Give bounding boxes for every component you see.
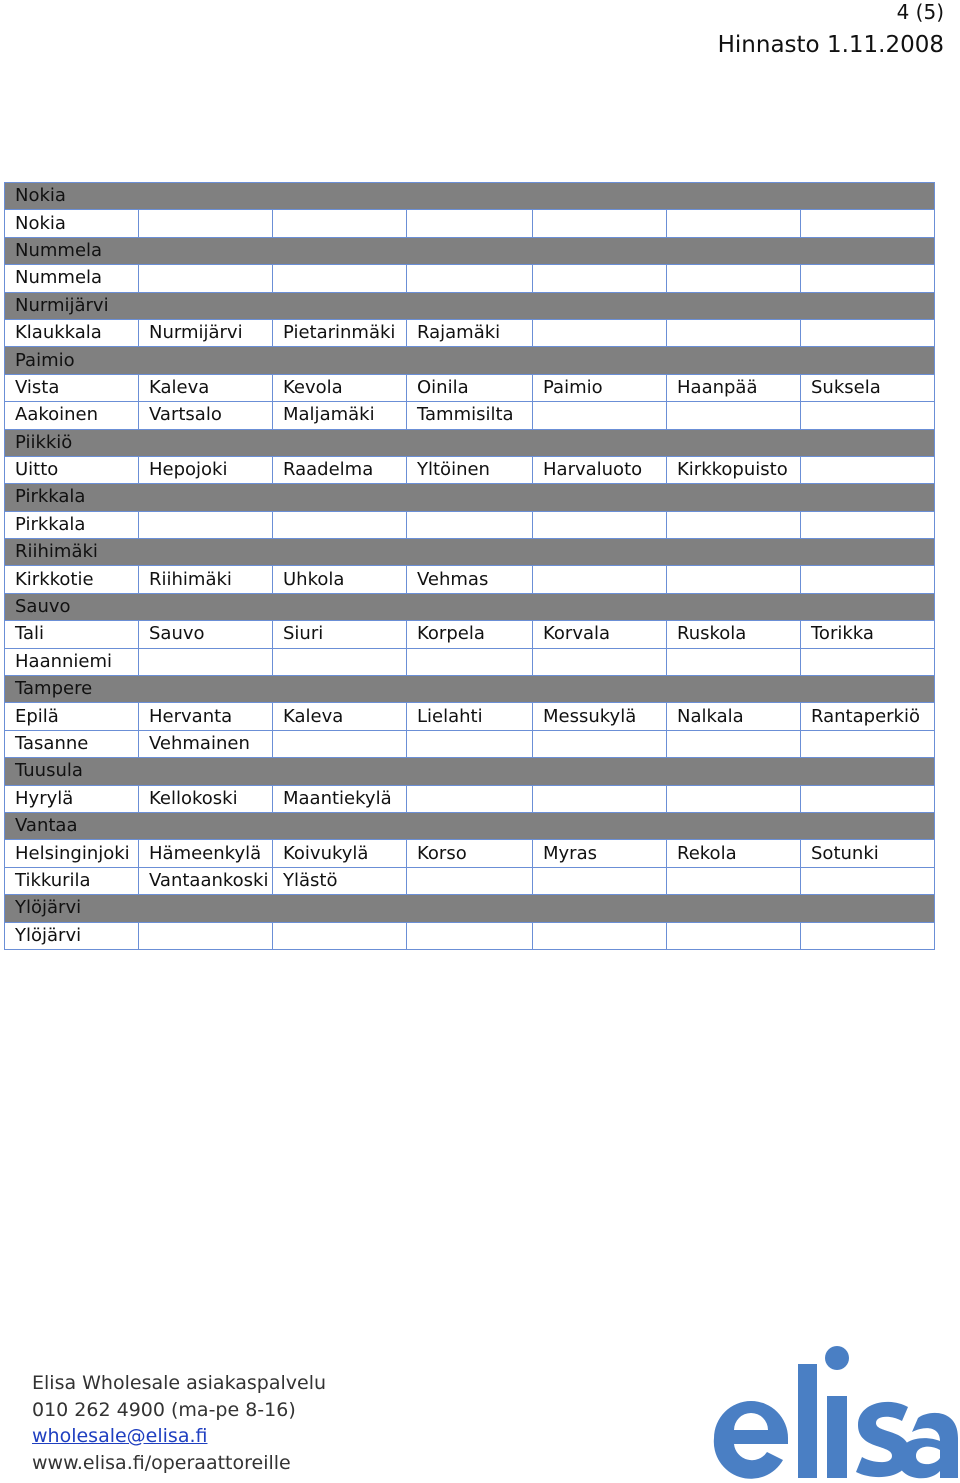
area-cell: Suksela — [801, 374, 935, 401]
area-row — [5, 867, 935, 894]
contact-info — [32, 1370, 326, 1476]
area-cell — [801, 456, 935, 483]
area-cell: Haanniemi — [5, 648, 139, 675]
municipality-name: Vantaa — [5, 812, 935, 839]
area-cell: Tammisilta — [407, 402, 533, 429]
area-cell: Uitto — [5, 456, 139, 483]
area-cell: Korso — [407, 840, 533, 867]
municipality-name: Tampere — [5, 676, 935, 703]
area-cell: Ruskola — [667, 621, 801, 648]
municipality-row — [5, 429, 935, 456]
area-row — [5, 374, 935, 401]
area-cell — [667, 265, 801, 292]
area-cell — [801, 922, 935, 949]
area-cell — [533, 648, 667, 675]
area-cell: Kirkkopuisto — [667, 456, 801, 483]
area-cell — [533, 922, 667, 949]
area-cell: Ylästö — [273, 867, 407, 894]
area-cell — [273, 648, 407, 675]
area-cell: Riihimäki — [139, 566, 273, 593]
area-cell — [533, 867, 667, 894]
area-cell: Tikkurila — [5, 867, 139, 894]
area-row — [5, 840, 935, 867]
area-cell — [407, 730, 533, 757]
area-row — [5, 511, 935, 538]
area-cell: Rajamäki — [407, 319, 533, 346]
area-row — [5, 210, 935, 237]
municipality-name: Nurmijärvi — [5, 292, 935, 319]
area-row — [5, 265, 935, 292]
area-cell: Vista — [5, 374, 139, 401]
area-cell — [533, 402, 667, 429]
area-cell — [533, 210, 667, 237]
area-row — [5, 621, 935, 648]
area-row — [5, 785, 935, 812]
elisa-logo — [712, 1342, 958, 1482]
area-cell — [139, 265, 273, 292]
document-title: Hinnasto 1.11.2008 — [717, 32, 944, 58]
area-cell: Korvala — [533, 621, 667, 648]
coverage-areas-table — [4, 182, 935, 950]
municipality-name: Sauvo — [5, 593, 935, 620]
area-cell: Vantaankoski — [139, 867, 273, 894]
area-cell: Pietarinmäki — [273, 319, 407, 346]
area-row — [5, 648, 935, 675]
area-cell: Hyrylä — [5, 785, 139, 812]
area-cell: Haanpää — [667, 374, 801, 401]
area-cell — [533, 785, 667, 812]
area-cell — [801, 511, 935, 538]
area-cell — [801, 402, 935, 429]
area-cell: Vehmas — [407, 566, 533, 593]
area-cell: Rekola — [667, 840, 801, 867]
area-cell: Myras — [533, 840, 667, 867]
area-cell — [801, 867, 935, 894]
area-cell — [407, 265, 533, 292]
municipality-name: Nokia — [5, 183, 935, 210]
area-cell: Vartsalo — [139, 402, 273, 429]
area-cell — [533, 730, 667, 757]
municipality-row — [5, 292, 935, 319]
area-cell — [667, 319, 801, 346]
area-cell: Kaleva — [273, 703, 407, 730]
area-cell: Nummela — [5, 265, 139, 292]
area-cell — [407, 648, 533, 675]
municipality-name: Nummela — [5, 237, 935, 264]
municipality-row — [5, 237, 935, 264]
area-cell: Hepojoki — [139, 456, 273, 483]
area-row — [5, 703, 935, 730]
area-cell — [801, 648, 935, 675]
area-cell: Kaleva — [139, 374, 273, 401]
area-cell: Uhkola — [273, 566, 407, 593]
area-cell — [801, 210, 935, 237]
area-cell — [273, 511, 407, 538]
area-cell — [533, 265, 667, 292]
area-cell — [407, 785, 533, 812]
company-name: Elisa Wholesale asiakaspalvelu — [32, 1372, 327, 1394]
area-cell: Helsinginjoki — [5, 840, 139, 867]
area-cell: Epilä — [5, 703, 139, 730]
area-cell — [407, 867, 533, 894]
page-number: 4 (5) — [896, 0, 944, 24]
area-cell — [407, 922, 533, 949]
area-row — [5, 402, 935, 429]
municipality-row — [5, 183, 935, 210]
area-cell — [801, 730, 935, 757]
area-cell: Nalkala — [667, 703, 801, 730]
area-cell — [801, 319, 935, 346]
area-cell: Aakoinen — [5, 402, 139, 429]
municipality-row — [5, 347, 935, 374]
area-cell: Siuri — [273, 621, 407, 648]
municipality-row — [5, 593, 935, 620]
area-cell — [667, 867, 801, 894]
area-cell — [801, 785, 935, 812]
area-row — [5, 319, 935, 346]
municipality-name: Pirkkala — [5, 484, 935, 511]
municipality-name: Piikkiö — [5, 429, 935, 456]
area-cell: Sotunki — [801, 840, 935, 867]
area-cell: Nurmijärvi — [139, 319, 273, 346]
area-cell — [139, 922, 273, 949]
area-cell: Klaukkala — [5, 319, 139, 346]
area-cell: Maantiekylä — [273, 785, 407, 812]
municipality-name: Riihimäki — [5, 539, 935, 566]
area-cell — [533, 511, 667, 538]
area-cell — [667, 511, 801, 538]
area-cell — [273, 922, 407, 949]
area-cell: Paimio — [533, 374, 667, 401]
area-row — [5, 456, 935, 483]
area-cell: Raadelma — [273, 456, 407, 483]
area-cell — [667, 648, 801, 675]
area-cell: Oinila — [407, 374, 533, 401]
area-cell — [407, 511, 533, 538]
area-row — [5, 922, 935, 949]
area-cell — [273, 265, 407, 292]
area-cell — [273, 210, 407, 237]
page-header — [718, 0, 944, 60]
area-cell — [533, 319, 667, 346]
area-cell — [801, 566, 935, 593]
area-cell: Torikka — [801, 621, 935, 648]
area-cell — [139, 511, 273, 538]
municipality-row — [5, 758, 935, 785]
area-cell: Hämeenkylä — [139, 840, 273, 867]
area-cell — [667, 785, 801, 812]
area-cell — [667, 730, 801, 757]
website-text: www.elisa.fi/operaattoreille — [32, 1451, 291, 1474]
municipality-row — [5, 539, 935, 566]
area-cell — [667, 402, 801, 429]
area-cell — [139, 210, 273, 237]
municipality-row — [5, 812, 935, 839]
area-cell: Hervanta — [139, 703, 273, 730]
area-cell — [667, 922, 801, 949]
area-cell — [667, 210, 801, 237]
email-link[interactable]: wholesale@elisa.fi — [32, 1425, 208, 1447]
area-cell: Pirkkala — [5, 511, 139, 538]
area-cell: Koivukylä — [273, 840, 407, 867]
area-cell — [533, 566, 667, 593]
area-cell: Vehmainen — [139, 730, 273, 757]
area-cell: Sauvo — [139, 621, 273, 648]
area-cell: Tali — [5, 621, 139, 648]
area-cell — [667, 566, 801, 593]
area-cell — [139, 648, 273, 675]
area-cell: Korpela — [407, 621, 533, 648]
area-cell: Kellokoski — [139, 785, 273, 812]
municipality-name: Tuusula — [5, 758, 935, 785]
area-cell: Yltöinen — [407, 456, 533, 483]
area-cell: Rantaperkiö — [801, 703, 935, 730]
municipality-name: Paimio — [5, 347, 935, 374]
municipality-row — [5, 895, 935, 922]
area-row — [5, 566, 935, 593]
municipality-row — [5, 484, 935, 511]
area-cell: Lielahti — [407, 703, 533, 730]
area-cell: Harvaluoto — [533, 456, 667, 483]
area-cell — [273, 730, 407, 757]
area-cell — [801, 265, 935, 292]
area-cell: Kevola — [273, 374, 407, 401]
municipality-name: Ylöjärvi — [5, 895, 935, 922]
area-row — [5, 730, 935, 757]
area-cell: Kirkkotie — [5, 566, 139, 593]
municipality-row — [5, 676, 935, 703]
area-cell: Tasanne — [5, 730, 139, 757]
area-cell: Ylöjärvi — [5, 922, 139, 949]
phone-number: 010 262 4900 (ma-pe 8-16) — [32, 1398, 296, 1421]
area-cell: Maljamäki — [273, 402, 407, 429]
area-cell: Messukylä — [533, 703, 667, 730]
area-cell — [407, 210, 533, 237]
area-cell: Nokia — [5, 210, 139, 237]
